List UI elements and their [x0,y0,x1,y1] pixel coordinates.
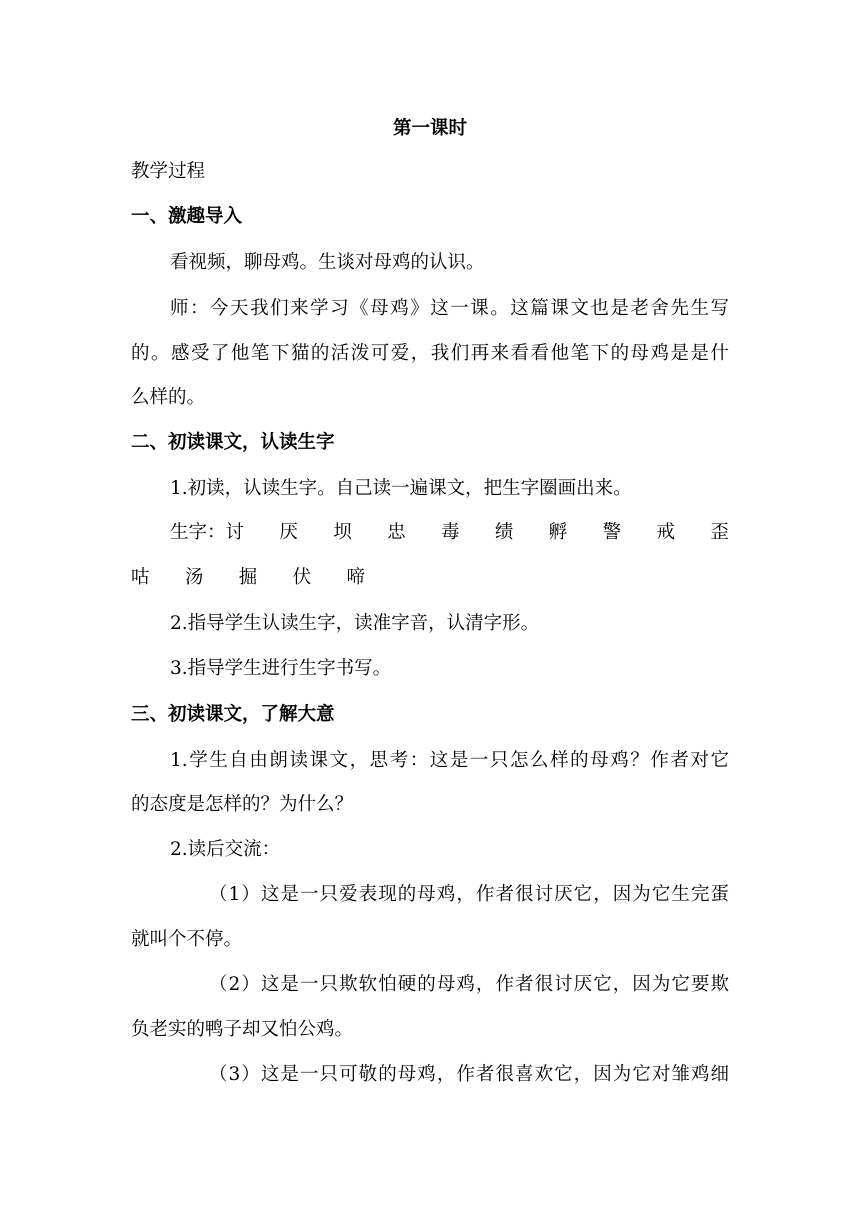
section-heading-3: 三、初读课文，了解大意 [131,704,335,725]
character: 绩 [494,522,514,543]
list-item: 1.初读，认读生字。自己读一遍课文，把生字圈画出来。 [170,478,632,499]
character: 警 [602,522,622,543]
character: 掘 [238,567,258,588]
character: 汤 [184,567,204,588]
list-item: 2.指导学生认读生字，读准字音，认清字形。 [170,613,540,634]
section-heading-2: 二、初读课文，认读生字 [131,432,335,453]
paragraph: 看视频，聊母鸡。生谈对母鸡的认识。 [170,252,485,273]
list-item: 3.指导学生进行生字书写。 [170,658,392,679]
character: 啼 [346,567,365,588]
character: 伏 [292,567,312,588]
paragraph-line: 么样的。 [131,387,206,408]
character: 孵 [548,522,568,543]
new-characters-row-2 [131,566,729,590]
character: 厌 [279,522,298,543]
sub-item-line: （2）这是一只欺软怕硬的母鸡，作者很讨厌它，因为它要欺 [209,974,729,995]
list-item-line: 1.学生自由朗读课文，思考：这是一只怎么样的母鸡？作者对它 [170,750,729,771]
character: 咕 [131,567,150,588]
character: 毒 [441,522,460,543]
character: 坝 [333,522,352,543]
character: 忠 [387,522,406,543]
sub-item-line: （3）这是一只可敬的母鸡，作者很喜欢它，因为它对雏鸡细 [209,1064,729,1085]
list-item-line: 的态度是怎样的？为什么？ [131,794,354,815]
new-characters-row [170,521,729,545]
paragraph-line: 师：今天我们来学习《母鸡》这一课。这篇课文也是老舍先生写 [170,298,729,319]
new-characters-label-with-first: 生字：讨 [170,522,245,543]
character: 歪 [710,522,729,543]
section-heading-1: 一、激趣导入 [131,206,243,227]
character: 戒 [656,522,676,543]
lesson-title: 第一课时 [392,118,467,139]
teaching-process-label: 教学过程 [131,161,206,182]
sub-item-line: 就叫个不停。 [131,929,243,950]
sub-item-line: 负老实的鸭子却又怕公鸡。 [131,1019,354,1040]
sub-item-line: （1）这是一只爱表现的母鸡，作者很讨厌它，因为它生完蛋 [209,884,729,905]
list-item: 2.读后交流： [170,839,281,860]
paragraph-line: 的。感受了他笔下猫的活泼可爱，我们再来看看他笔下的母鸡是是什 [131,343,729,364]
